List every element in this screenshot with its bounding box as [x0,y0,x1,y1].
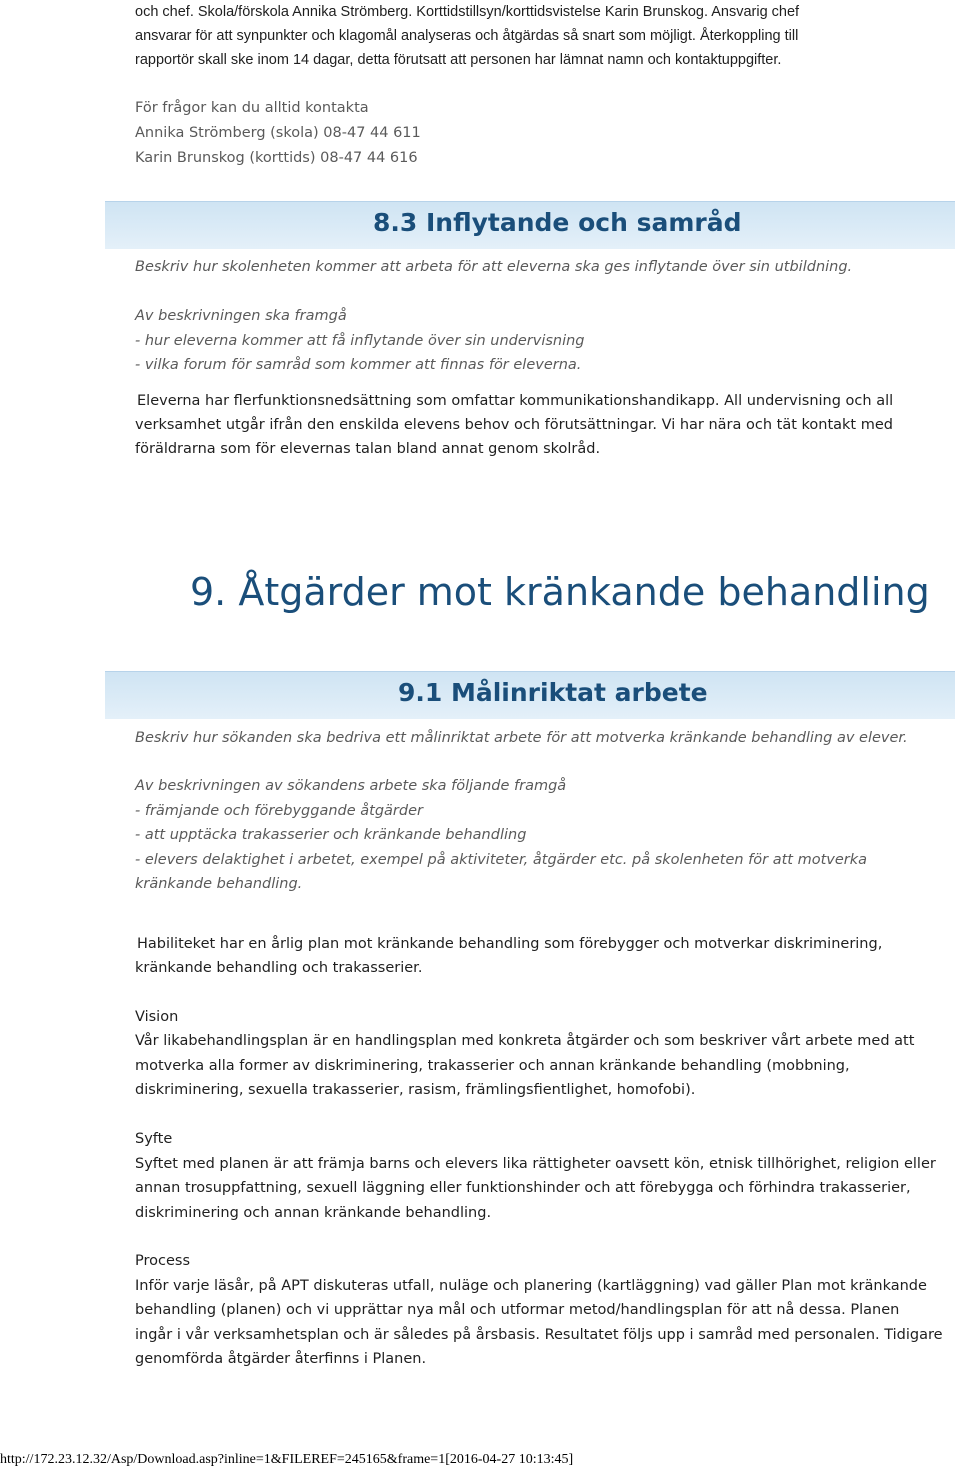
process-line-1: Inför varje läsår, på APT diskuteras utfall, nuläge och planering (kartläggning) vad gäller Plan mot kränkande [135,1278,927,1294]
section-9-title: 9. Åtgärder mot kränkande behandling [190,570,930,614]
section-8-3-requirement-2: - vilka forum för samråd som kommer att finnas för eleverna. [135,357,582,373]
contact-person-2: Karin Brunskog (korttids) 08-47 44 616 [135,150,418,166]
plan-line-1: Habiliteket har en årlig plan mot kränkande behandling som förebygger och motverkar diskriminering, [137,936,883,952]
section-8-3-answer-2: verksamhet utgår ifrån den enskilda elevens behov och förutsättningar. Vi har nära och tät kontakt med [135,417,893,433]
contact-title: För frågor kan du alltid kontakta [135,100,369,116]
intro-line-1: och chef. Skola/förskola Annika Strömberg. Korttidstillsyn/korttidsvistelse Karin Brunskog. Ansvarig chef [135,4,800,20]
process-title: Process [135,1253,191,1269]
section-9-1-requirement-3: - elevers delaktighet i arbetet, exempel på aktiviteter, åtgärder etc. på skolenheten för att motverka [135,852,868,868]
section-9-1-requirement-3-cont: kränkande behandling. [135,876,303,892]
section-8-3-header [105,201,955,249]
footer-url: http://172.23.12.32/Asp/Download.asp?inline=1&FILEREF=245165&frame=1[2016-04-27 10:13:45] [0,1452,574,1467]
syfte-line-2: annan trosuppfattning, sexuell läggning eller funktionshinder och att förebygga och förhindra trakasserier, [135,1180,911,1196]
section-9-1-requirements-title: Av beskrivningen av sökandens arbete ska följande framgå [135,778,567,794]
section-9-1-title: 9.1 Målinriktat arbete [398,678,708,707]
section-9-1-requirement-2: - att upptäcka trakasserier och kränkande behandling [135,827,527,843]
section-8-3-requirements-title: Av beskrivningen ska framgå [135,308,347,324]
vision-line-1: Vår likabehandlingsplan är en handlingsplan med konkreta åtgärder och som beskriver vårt arbete med att [135,1033,915,1049]
section-8-3-requirement-1: - hur eleverna kommer att få inflytande över sin undervisning [135,333,585,349]
intro-line-3: rapportör skall ske inom 14 dagar, detta förutsatt att personen har lämnat namn och kontaktuppgifter. [135,52,782,68]
intro-line-2: ansvarar för att synpunkter och klagomål analyseras och åtgärdas så snart som möjligt. Återkoppling till [135,28,799,44]
process-line-2: behandling (planen) och vi upprättar nya mål och utformar metod/handlingsplan för att nå dessa. Planen [135,1302,900,1318]
section-8-3-instruction: Beskriv hur skolenheten kommer att arbeta för att eleverna ska ges inflytande över sin utbildning. [135,259,853,275]
section-8-3-answer-3: föräldrarna som för elevernas talan bland annat genom skolråd. [135,441,601,457]
vision-line-3: diskriminering, sexuella trakasserier, rasism, främlingsfientlighet, homofobi). [135,1082,696,1098]
vision-line-2: motverka alla former av diskriminering, trakasserier och annan kränkande behandling (mobbning, [135,1058,850,1074]
syfte-line-3: diskriminering och annan kränkande behandling. [135,1205,492,1221]
section-9-1-requirement-1: - främjande och förebyggande åtgärder [135,803,423,819]
section-9-1-instruction: Beskriv hur sökanden ska bedriva ett målinriktat arbete för att motverka kränkande behandling av elever. [135,730,908,746]
section-9-1-header [105,671,955,719]
section-8-3-title: 8.3 Inflytande och samråd [373,208,742,237]
process-line-4: genomförda åtgärder återfinns i Planen. [135,1351,427,1367]
syfte-title: Syfte [135,1131,173,1147]
section-8-3-answer-1: Eleverna har flerfunktionsnedsättning som omfattar kommunikationshandikapp. All undervisning och all [137,393,894,409]
vision-title: Vision [135,1009,179,1025]
contact-person-1: Annika Strömberg (skola) 08-47 44 611 [135,125,421,141]
process-line-3: ingår i vår verksamhetsplan och är således på årsbasis. Resultatet följs upp i samråd med personalen. Tidigare [135,1327,943,1343]
syfte-line-1: Syftet med planen är att främja barns och elevers lika rättigheter oavsett kön, etnisk tillhörighet, religion eller [135,1156,936,1172]
plan-line-2: kränkande behandling och trakasserier. [135,960,423,976]
